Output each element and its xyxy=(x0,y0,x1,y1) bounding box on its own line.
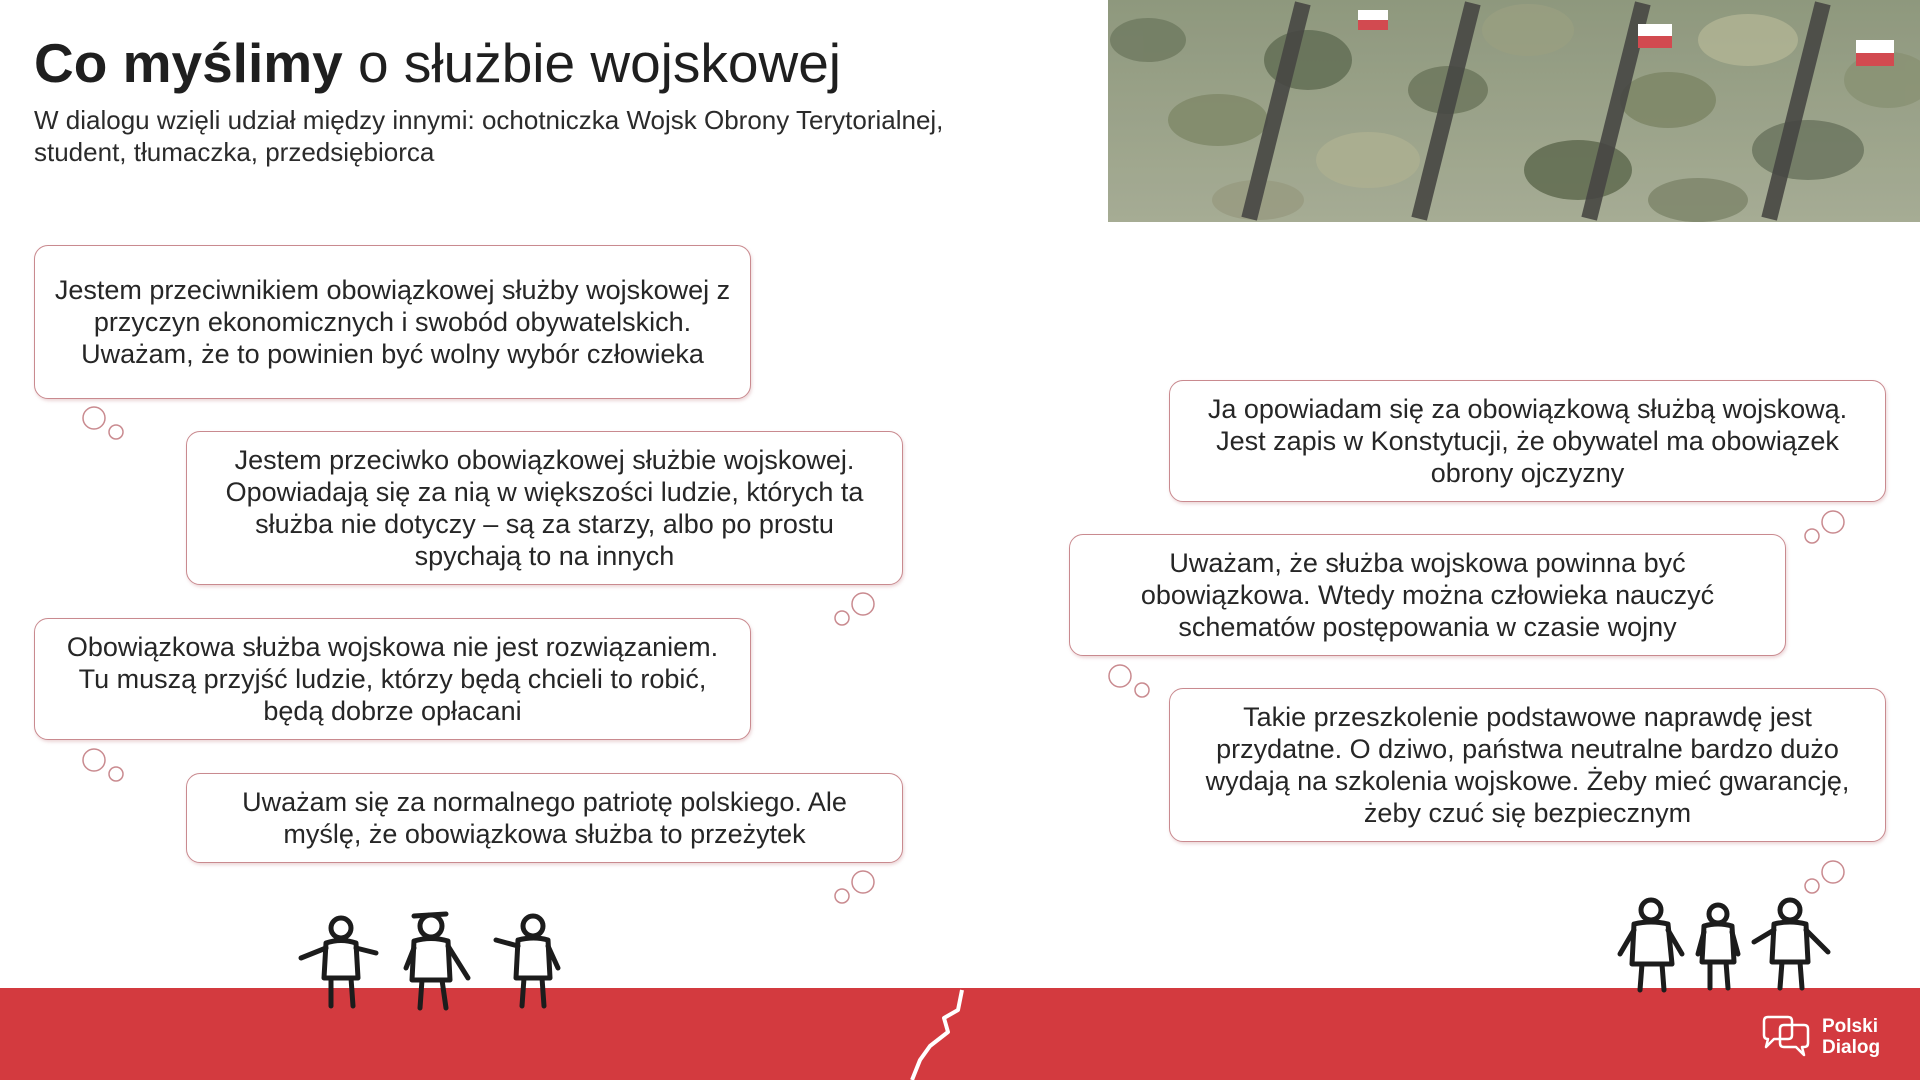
footer-red-band xyxy=(0,988,1920,1080)
thought-dots-left-1 xyxy=(80,404,130,444)
thought-dots-right-2 xyxy=(1106,662,1156,702)
thought-dots-right-3 xyxy=(1798,858,1848,898)
thought-dots-right-1 xyxy=(1798,508,1848,548)
quote-bubble-left-2: Jestem przeciwko obowiązkowej służbie wojskowej. Opowiadają się za nią w większości ludzie, których ta służba nie dotyczy – są za starzy, albo po prostu spychają to na innych xyxy=(186,431,903,585)
page-title-bold: Co myślimy xyxy=(34,32,343,94)
logo-text xyxy=(1822,1016,1912,1058)
quote-bubble-left-3: Obowiązkowa służba wojskowa nie jest rozwiązaniem. Tu muszą przyjść ludzie, którzy będą chcieli to robić, będą dobrze opłacani xyxy=(34,618,751,740)
thought-dots-left-3 xyxy=(80,746,130,786)
soldiers-photo xyxy=(1108,0,1920,222)
people-figures-left xyxy=(296,908,576,1013)
quote-bubble-right-2: Uważam, że służba wojskowa powinna być obowiązkowa. Wtedy można człowieka nauczyć schematów postępowania w czasie wojny xyxy=(1069,534,1786,656)
thought-dots-left-2 xyxy=(828,590,878,630)
thought-dots-left-4 xyxy=(828,868,878,908)
quote-bubble-right-3: Takie przeszkolenie podstawowe naprawdę jest przydatne. O dziwo, państwa neutralne bardzo dużo wydają na szkolenia wojskowe. Żeby mieć gwarancję, żeby czuć się bezpiecznym xyxy=(1169,688,1886,842)
quote-bubble-left-1: Jestem przeciwnikiem obowiązkowej służby wojskowej z przyczyn ekonomicznych i swobód obywatelskich. Uważam, że to powinien być wolny wybór człowieka xyxy=(34,245,751,399)
quote-bubble-right-1: Ja opowiadam się za obowiązkową służbą wojskową. Jest zapis w Konstytucji, że obywatel ma obowiązek obrony ojczyzny xyxy=(1169,380,1886,502)
quote-bubble-left-4: Uważam się za normalnego patriotę polskiego. Ale myślę, że obowiązkowa służba to przeżytek xyxy=(186,773,903,863)
logo-line-2: Dialog xyxy=(1822,1037,1881,1058)
speech-bubbles-icon xyxy=(1758,1015,1814,1059)
page-subtitle: W dialogu wzięli udział między innymi: ochotniczka Wojsk Obrony Terytorialnej, student, tłumaczka, przedsiębiorca xyxy=(34,105,944,167)
page-title xyxy=(34,30,841,96)
logo-line-1: Polski xyxy=(1822,1016,1878,1037)
page-title-rest: o służbie wojskowej xyxy=(358,32,842,94)
people-figures-right xyxy=(1606,896,1846,996)
